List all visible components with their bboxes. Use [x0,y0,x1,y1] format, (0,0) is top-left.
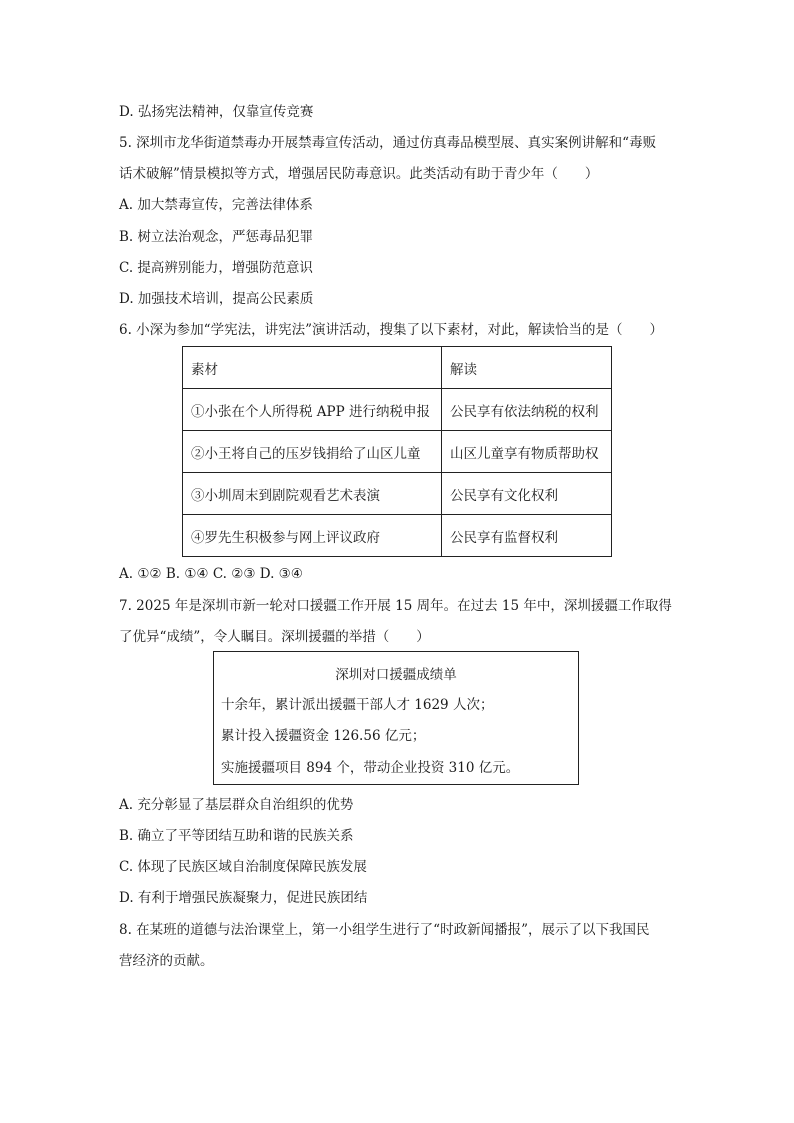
q6-stem: 6. 小深为参加“学宪法，讲宪法”演讲活动，搜集了以下素材，对此，解读恰当的是（ ） [119,322,663,338]
q5-option-c: C. 提高辨别能力，增强防范意识 [119,260,313,276]
table-row [183,473,612,515]
q7-stem-line1: 7. 2025 年是深圳市新一轮对口援疆工作开展 15 周年。在过去 15 年中，深圳援疆工作取得 [119,598,672,614]
scorecard-line: 实施援疆项目 894 个，带动企业投资 310 亿元。 [221,760,520,776]
q7-stem-line2: 了优异“成绩”，令人瞩目。深圳援疆的举措（ ） [119,629,430,645]
table-cell-material: ②小王将自己的压岁钱捐给了山区儿童 [183,431,442,473]
q5-option-a: A. 加大禁毒宣传，完善法律体系 [119,197,313,213]
table-header-material: 素材 [183,347,442,389]
q6-options: A. ①② B. ①④ C. ②③ D. ③④ [119,566,303,582]
table-header-interpretation: 解读 [442,347,612,389]
q5-option-b: B. 树立法治观念，严惩毒品犯罪 [119,229,314,245]
q8-stem-line1: 8. 在某班的道德与法治课堂上，第一小组学生进行了“时政新闻播报”，展示了以下我国民 [119,922,650,938]
q5-stem-line1: 5. 深圳市龙华街道禁毒办开展禁毒宣传活动，通过仿真毒品模型展、真实案例讲解和“毒贩 [119,135,657,151]
table-row [183,515,612,557]
table-cell-interpretation: 山区儿童享有物质帮助权 [442,431,612,473]
q5-stem-line2: 话术破解”情景模拟等方式，增强居民防毒意识。此类活动有助于青少年（ ） [119,166,599,182]
table-cell-material: ③小圳周末到剧院观看艺术表演 [183,473,442,515]
table-row [183,431,612,473]
table-cell-interpretation: 公民享有监督权利 [442,515,612,557]
table-header-row [183,347,612,389]
q8-stem-line2: 营经济的贡献。 [119,953,214,969]
scorecard-line: 累计投入援疆资金 126.56 亿元； [221,728,426,744]
q4-option-d: D. 弘扬宪法精神，仅靠宣传竞赛 [119,104,314,120]
q7-option-c: C. 体现了民族区域自治制度保障民族发展 [119,859,367,875]
table-cell-material: ④罗先生积极参与网上评议政府 [183,515,442,557]
scorecard-title: 深圳对口援疆成绩单 [335,667,457,683]
q7-scorecard-box [213,651,579,785]
table-cell-interpretation: 公民享有文化权利 [442,473,612,515]
q7-option-b: B. 确立了平等团结互助和谐的民族关系 [119,828,354,844]
q6-table [182,346,612,557]
table-cell-material: ①小张在个人所得税 APP 进行纳税申报 [183,389,442,431]
table-cell-interpretation: 公民享有依法纳税的权利 [442,389,612,431]
q7-option-d: D. 有利于增强民族凝聚力，促进民族团结 [119,890,368,906]
table-row [183,389,612,431]
q7-option-a: A. 充分彰显了基层群众自治组织的优势 [119,797,354,813]
q5-option-d: D. 加强技术培训，提高公民素质 [119,291,314,307]
scorecard-line: 十余年，累计派出援疆干部人才 1629 人次； [221,697,494,713]
